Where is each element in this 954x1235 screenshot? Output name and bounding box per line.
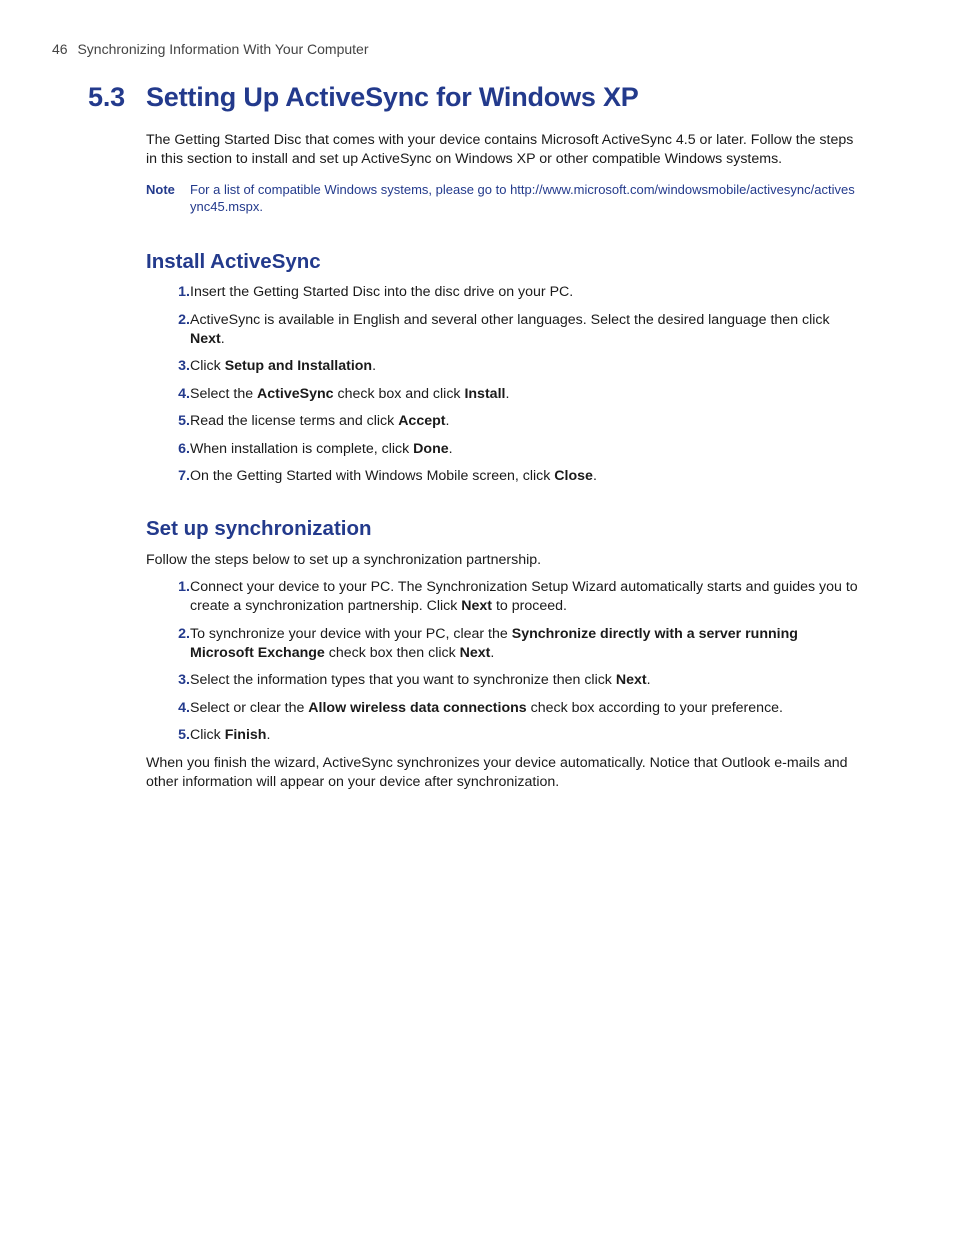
note-text: For a list of compatible Windows systems, please go to http://www.microsoft.com/windowsmobile/activesync/activesync45.mspx.: [190, 182, 855, 214]
step-text-run: Select the: [190, 385, 258, 402]
intro-paragraph: The Getting Started Disc that comes with your device contains Microsoft ActiveSync 4.5 or later. Follow the steps in this section to install and set up ActiveSync on Windows XP or other compatible Windows systems.: [146, 132, 854, 167]
running-head: [52, 41, 369, 57]
chapter-title: Synchronizing Information With Your Computer: [77, 41, 369, 57]
step-text: [190, 726, 858, 745]
step-text-run: .: [646, 672, 651, 688]
step-text: [190, 578, 858, 616]
step-number: 5.: [178, 413, 190, 429]
step-text: [190, 699, 858, 718]
step-ui-term: Close: [554, 468, 593, 484]
step-ui-term: Finish: [224, 727, 267, 743]
list-item: [146, 385, 858, 404]
step-text-run: On the Getting Started with Windows Mobile screen, click: [190, 468, 555, 484]
list-item: [146, 311, 858, 349]
step-text-run: To synchronize your device with your PC, clear the: [190, 625, 512, 642]
step-text-run: .: [266, 727, 271, 743]
section-title-text: Setting Up ActiveSync for Windows XP: [146, 82, 639, 112]
step-number: 4.: [178, 385, 190, 402]
list-item: [146, 283, 858, 302]
page-content: [146, 131, 858, 792]
list-item: [146, 671, 858, 690]
step-text-run: check box and click: [333, 385, 465, 402]
step-text: [190, 412, 858, 431]
note-block: [146, 181, 858, 215]
step-ui-term: Setup and Installation: [224, 358, 373, 374]
step-text-run: .: [445, 413, 450, 429]
step-number: 6.: [178, 440, 190, 457]
step-ui-term: Done: [413, 440, 449, 457]
step-number: 5.: [178, 727, 190, 743]
step-text: [190, 357, 858, 376]
step-ui-term: ActiveSync: [257, 385, 334, 402]
step-text-run: Read the license terms and click: [190, 413, 399, 429]
sync-steps-list: [146, 578, 858, 745]
step-ui-term: Next: [190, 330, 221, 347]
step-text-run: Connect your device to your PC. The Synchronization Setup Wizard automatically starts and guides you to create a synchronization partnership. Click: [190, 579, 858, 614]
step-text-run: .: [490, 644, 495, 661]
step-text-run: .: [220, 330, 225, 347]
step-number: 7.: [178, 468, 190, 484]
step-text: [190, 283, 858, 302]
step-text-run: to proceed.: [492, 598, 567, 614]
step-number: 2.: [178, 311, 190, 328]
step-text-run: ActiveSync is available in English and several other languages. Select the desired language then click: [190, 311, 830, 328]
step-number: 2.: [178, 625, 190, 642]
step-ui-term: Accept: [398, 413, 446, 429]
page-number: 46: [52, 41, 68, 57]
step-text: [190, 625, 858, 663]
step-number: 1.: [178, 579, 190, 595]
step-number: 1.: [178, 284, 190, 300]
install-steps-list: [146, 283, 858, 486]
step-text-run: Click: [190, 727, 225, 743]
step-text-run: check box according to your preference.: [526, 699, 783, 716]
step-ui-term: Next: [461, 598, 493, 614]
step-text: [190, 671, 858, 690]
sync-heading: Set up synchronization: [146, 517, 372, 540]
list-item: [146, 357, 858, 376]
step-text: [190, 311, 858, 349]
step-text: [190, 467, 858, 486]
list-item: [146, 578, 858, 616]
step-ui-term: Allow wireless data connections: [308, 699, 527, 716]
step-text-run: Insert the Getting Started Disc into the disc drive on your PC.: [190, 284, 574, 300]
step-ui-term: Next: [459, 644, 491, 661]
step-text-run: .: [592, 468, 597, 484]
step-text-run: Select the information types that you want to synchronize then click: [190, 672, 616, 688]
step-text-run: When installation is complete, click: [190, 440, 414, 457]
sync-intro: Follow the steps below to set up a synchronization partnership.: [146, 552, 542, 568]
step-number: 3.: [178, 672, 190, 688]
install-heading: Install ActiveSync: [146, 250, 321, 273]
step-ui-term: Install: [464, 385, 506, 402]
step-number: 4.: [178, 699, 190, 716]
section-number: 5.3: [88, 82, 125, 112]
list-item: [146, 625, 858, 663]
step-ui-term: Synchronize directly with a server running Microsoft Exchange: [190, 625, 798, 661]
list-item: [146, 412, 858, 431]
step-text-run: .: [372, 358, 377, 374]
step-text-run: .: [448, 440, 453, 457]
step-number: 3.: [178, 358, 190, 374]
step-text-run: check box then click: [324, 644, 460, 661]
list-item: [146, 699, 858, 718]
step-text-run: Click: [190, 358, 225, 374]
note-label: Note: [146, 182, 175, 197]
list-item: [146, 726, 858, 745]
list-item: [146, 467, 858, 486]
closing-paragraph: When you finish the wizard, ActiveSync synchronizes your device automatically. Notice that Outlook e-mails and other information will appear on your device after synchronization.: [146, 754, 848, 790]
list-item: [146, 440, 858, 459]
step-text: [190, 385, 858, 404]
section-title: [88, 82, 639, 113]
step-text-run: Select or clear the: [190, 699, 309, 716]
step-ui-term: Next: [615, 672, 647, 688]
step-text: [190, 440, 858, 459]
step-text-run: .: [505, 385, 510, 402]
